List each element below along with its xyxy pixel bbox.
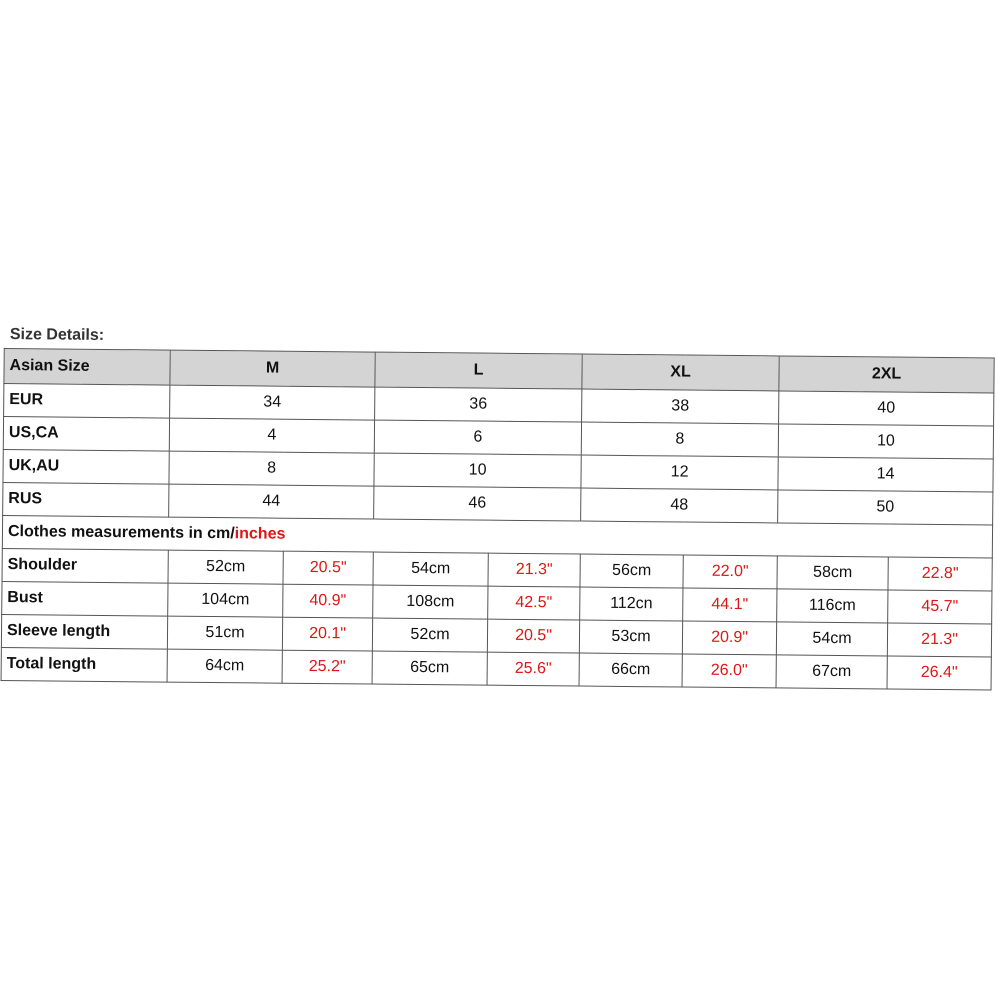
size-table (1, 348, 995, 690)
inch-value: 44.1" (683, 588, 777, 622)
size-value: 46 (374, 486, 581, 521)
size-value: 4 (169, 418, 374, 453)
cm-value: 53cm (579, 620, 682, 654)
size-value: 12 (581, 455, 778, 490)
size-value: 50 (778, 490, 993, 525)
size-header-l: L (375, 352, 582, 389)
size-header-xl: XL (582, 354, 779, 391)
size-header-2xl: 2XL (779, 356, 994, 393)
section-prefix: Clothes measurements in cm/ (7, 523, 235, 543)
cm-value: 52cm (372, 618, 487, 652)
inch-value: 25.6" (487, 652, 579, 686)
section-highlight: inches (234, 525, 286, 543)
inch-value: 40.9" (283, 584, 373, 618)
inch-value: 26.0" (682, 654, 776, 688)
row-label: RUS (3, 482, 169, 517)
inch-value: 20.5" (487, 619, 579, 653)
cm-value: 54cm (776, 622, 887, 656)
cm-value: 52cm (168, 550, 283, 584)
inch-value: 20.5" (283, 551, 373, 585)
cm-value: 56cm (580, 554, 683, 588)
size-value: 6 (374, 420, 581, 455)
size-value: 34 (170, 385, 375, 420)
cm-value: 65cm (372, 651, 487, 685)
inch-value: 25.2" (282, 650, 372, 684)
size-value: 44 (169, 484, 374, 519)
inch-value: 42.5" (488, 586, 580, 620)
cm-value: 67cm (776, 655, 887, 689)
inch-value: 45.7" (888, 590, 992, 624)
size-value: 48 (581, 488, 778, 523)
inch-value: 22.8" (888, 557, 992, 591)
cm-value: 116cm (777, 589, 888, 623)
size-details-caption: Size Details: (9, 326, 105, 344)
inch-value: 20.9" (682, 621, 776, 655)
inch-value: 22.0" (683, 555, 777, 589)
row-label: EUR (4, 384, 170, 419)
row-label: Bust (2, 581, 168, 616)
row-label: Sleeve length (1, 614, 167, 649)
inch-value: 20.1" (282, 617, 372, 651)
size-chart (1, 322, 998, 691)
cm-value: 104cm (168, 583, 283, 617)
size-value: 36 (375, 387, 582, 422)
asian-size-label: Asian Size (4, 349, 170, 386)
row-label: US,CA (3, 417, 169, 452)
size-value: 10 (374, 453, 581, 488)
cm-value: 108cm (373, 585, 488, 619)
size-header-m: M (170, 350, 375, 387)
row-label: Total length (1, 647, 167, 682)
row-label: UK,AU (3, 449, 169, 484)
cm-value: 112cn (580, 587, 683, 621)
size-value: 38 (582, 389, 779, 424)
inch-value: 21.3" (488, 553, 580, 587)
inch-value: 26.4" (887, 656, 991, 690)
cm-value: 66cm (579, 653, 682, 687)
row-label: Shoulder (2, 548, 168, 583)
cm-value: 58cm (777, 556, 888, 590)
inch-value: 21.3" (887, 623, 991, 657)
cm-value: 51cm (167, 616, 282, 650)
cm-value: 64cm (167, 649, 282, 683)
cm-value: 54cm (373, 552, 488, 586)
size-value: 8 (169, 451, 374, 486)
size-value: 14 (778, 457, 993, 492)
size-value: 8 (581, 422, 778, 457)
size-value: 10 (778, 424, 993, 459)
size-value: 40 (779, 391, 994, 426)
